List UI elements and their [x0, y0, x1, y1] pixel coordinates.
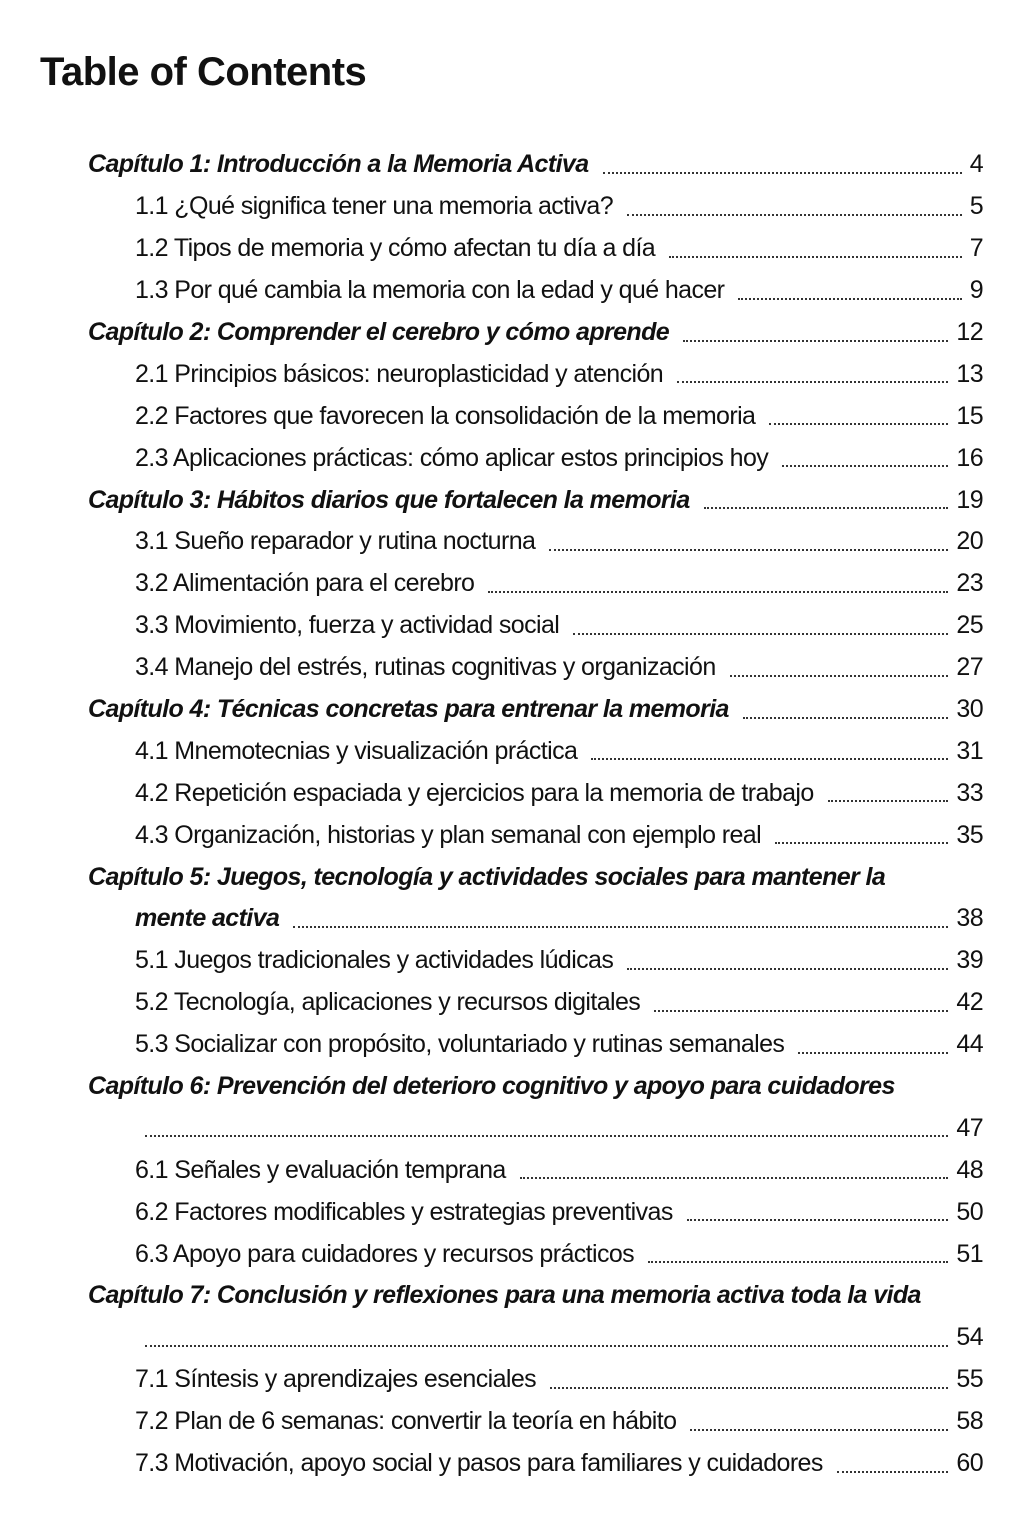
toc-entry-section	[88, 563, 983, 605]
section-label: 7.3 Motivación, apoyo social y pasos para familiares y cuidadores	[135, 1449, 823, 1478]
page-number: 31	[956, 736, 983, 765]
toc-entry-section	[88, 647, 983, 689]
section-label: 6.3 Apoyo para cuidadores y recursos prácticos	[135, 1239, 635, 1268]
page-number: 30	[956, 695, 983, 724]
section-label: 3.1 Sueño reparador y rutina nocturna	[135, 527, 536, 556]
toc-entry-section	[88, 186, 983, 228]
chapter-label: Capítulo 5: Juegos, tecnología y actividades sociales para mantener la	[88, 862, 886, 891]
page-number: 39	[956, 946, 983, 975]
dot-leader	[677, 381, 948, 383]
toc-entry-chapter	[88, 898, 983, 940]
page-number: 15	[956, 401, 983, 430]
page-number: 7	[969, 234, 983, 263]
section-label: 3.3 Movimiento, fuerza y actividad social	[135, 611, 560, 640]
section-label: 3.4 Manejo del estrés, rutinas cognitivas y organización	[135, 653, 716, 682]
page-number: 33	[956, 778, 983, 807]
toc-entry-section	[88, 353, 983, 395]
section-label: 2.2 Factores que favorecen la consolidación de la memoria	[135, 401, 756, 430]
table-of-contents	[88, 144, 983, 1485]
toc-entry-section	[88, 772, 983, 814]
page-number: 27	[956, 653, 983, 682]
page-number: 42	[956, 988, 983, 1017]
dot-leader	[549, 549, 948, 551]
dot-leader	[683, 340, 948, 342]
dot-leader	[627, 968, 948, 970]
page-number: 16	[956, 443, 983, 472]
page-number: 25	[956, 611, 983, 640]
page-number: 55	[956, 1365, 983, 1394]
dot-leader	[690, 1429, 948, 1431]
toc-chapter-title-line	[88, 856, 983, 898]
page-number: 44	[956, 1030, 983, 1059]
toc-chapter-title-line	[88, 1275, 983, 1317]
dot-leader	[520, 1177, 949, 1179]
section-label: 1.2 Tipos de memoria y cómo afectan tu día a día	[135, 234, 656, 263]
dot-leader	[775, 842, 948, 844]
section-label: 4.3 Organización, historias y plan semanal con ejemplo real	[135, 820, 762, 849]
dot-leader	[603, 172, 962, 174]
toc-entry-chapter	[88, 1317, 983, 1359]
chapter-label: Capítulo 7: Conclusión y reflexiones para una memoria activa toda la vida	[88, 1281, 921, 1310]
page-number: 19	[956, 485, 983, 514]
toc-entry-section	[88, 395, 983, 437]
page-number: 60	[956, 1449, 983, 1478]
chapter-label: Capítulo 2: Comprender el cerebro y cómo aprende	[88, 318, 670, 346]
dot-leader	[669, 256, 962, 258]
toc-entry-chapter	[88, 312, 983, 354]
toc-entry-section	[88, 1443, 983, 1485]
chapter-label: Capítulo 1: Introducción a la Memoria Activa	[88, 150, 589, 179]
toc-entry-chapter	[88, 1107, 983, 1149]
toc-entry-section	[88, 1233, 983, 1275]
dot-leader	[293, 926, 948, 928]
dot-leader	[627, 214, 962, 216]
toc-entry-chapter	[88, 144, 983, 186]
page-number: 51	[956, 1239, 983, 1268]
dot-leader	[488, 591, 948, 593]
page-number: 54	[956, 1323, 983, 1352]
section-label: 1.1 ¿Qué significa tener una memoria activa?	[135, 192, 614, 221]
section-label: 7.1 Síntesis y aprendizajes esenciales	[135, 1365, 537, 1394]
page-number: 48	[956, 1155, 983, 1184]
dot-leader	[145, 1135, 948, 1137]
page-number: 12	[956, 318, 983, 346]
dot-leader	[798, 1052, 948, 1054]
dot-leader	[591, 758, 948, 760]
dot-leader	[769, 423, 948, 425]
dot-leader	[573, 633, 948, 635]
toc-entry-section	[88, 814, 983, 856]
section-label: 7.2 Plan de 6 semanas: convertir la teoría en hábito	[135, 1407, 677, 1436]
toc-entry-section	[88, 270, 983, 312]
page-number: 35	[956, 820, 983, 849]
page-title: Table of Contents	[40, 50, 367, 94]
dot-leader	[687, 1219, 949, 1221]
toc-entry-section	[88, 1359, 983, 1401]
page-number: 5	[969, 192, 983, 221]
section-label: 2.3 Aplicaciones prácticas: cómo aplicar estos principios hoy	[135, 443, 769, 472]
page-number: 9	[969, 276, 983, 305]
dot-leader	[730, 675, 949, 677]
toc-entry-section	[88, 228, 983, 270]
page-number: 23	[956, 569, 983, 598]
dot-leader	[704, 507, 949, 509]
page-number: 58	[956, 1407, 983, 1436]
dot-leader	[743, 717, 949, 719]
section-label: 5.3 Socializar con propósito, voluntariado y rutinas semanales	[135, 1030, 785, 1059]
dot-leader	[550, 1387, 948, 1389]
toc-entry-section	[88, 940, 983, 982]
toc-entry-section	[88, 982, 983, 1024]
dot-leader	[828, 800, 949, 802]
page-number: 4	[969, 150, 983, 179]
toc-entry-section	[88, 605, 983, 647]
chapter-label-continued: mente activa	[135, 904, 280, 933]
toc-entry-section	[88, 1024, 983, 1066]
section-label: 6.2 Factores modificables y estrategias preventivas	[135, 1197, 673, 1226]
toc-entry-section	[88, 1149, 983, 1191]
chapter-label: Capítulo 4: Técnicas concretas para entrenar la memoria	[88, 695, 729, 724]
page-number: 47	[956, 1113, 983, 1142]
section-label: 1.3 Por qué cambia la memoria con la edad y qué hacer	[135, 276, 725, 305]
page-number: 20	[956, 527, 983, 556]
page-number: 13	[956, 359, 983, 388]
section-label: 3.2 Alimentación para el cerebro	[135, 569, 475, 598]
toc-entry-section	[88, 521, 983, 563]
chapter-label: Capítulo 3: Hábitos diarios que fortalecen la memoria	[88, 485, 690, 514]
section-label: 4.1 Mnemotecnias y visualización práctica	[135, 736, 578, 765]
chapter-label: Capítulo 6: Prevención del deterioro cognitivo y apoyo para cuidadores	[88, 1072, 895, 1101]
dot-leader	[145, 1345, 948, 1347]
toc-chapter-title-line	[88, 1066, 983, 1108]
toc-entry-section	[88, 730, 983, 772]
section-label: 6.1 Señales y evaluación temprana	[135, 1155, 506, 1184]
toc-entry-section	[88, 1191, 983, 1233]
dot-leader	[654, 1010, 948, 1012]
section-label: 5.2 Tecnología, aplicaciones y recursos digitales	[135, 988, 641, 1017]
dot-leader	[648, 1261, 948, 1263]
page-number: 50	[956, 1197, 983, 1226]
dot-leader	[782, 465, 948, 467]
toc-entry-section	[88, 1401, 983, 1443]
toc-entry-chapter	[88, 689, 983, 731]
dot-leader	[738, 298, 961, 300]
section-label: 4.2 Repetición espaciada y ejercicios para la memoria de trabajo	[135, 778, 814, 807]
dot-leader	[837, 1471, 949, 1473]
page-number: 38	[956, 904, 983, 933]
section-label: 5.1 Juegos tradicionales y actividades lúdicas	[135, 946, 614, 975]
section-label: 2.1 Principios básicos: neuroplasticidad y atención	[135, 359, 664, 388]
toc-entry-section	[88, 437, 983, 479]
toc-entry-chapter	[88, 479, 983, 521]
